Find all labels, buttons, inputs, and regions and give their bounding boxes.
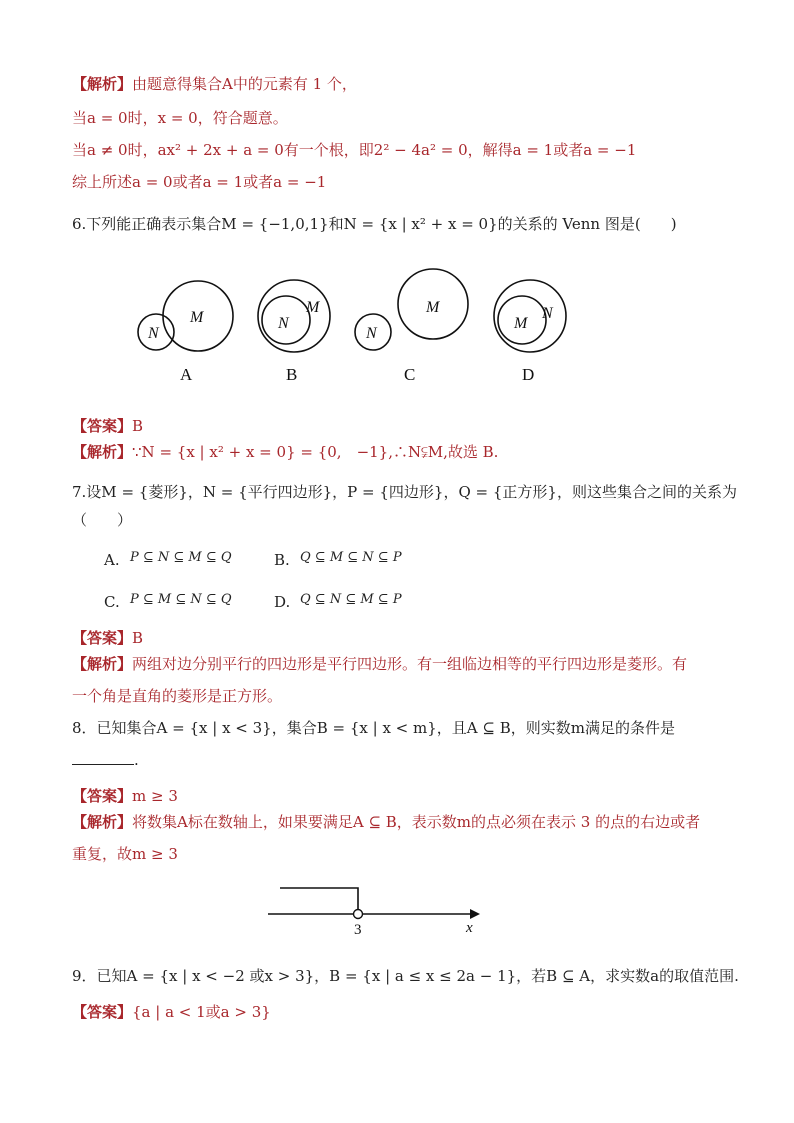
option-7-d: D. Q ⊆ N ⊆ M ⊆ P xyxy=(274,592,402,611)
question-7-stem: 7.设M = {菱形}，N = {平行四边形}，P = {四边形}，Q = {正方形}，则这些集合之间的关系为 xyxy=(72,483,737,501)
venn-b-circle-m xyxy=(258,280,330,352)
question-6-stem: 6.下列能正确表示集合M = {−1,0,1}和N = {x | x² + x = 0}的关系的 Venn 图是( ) xyxy=(72,215,677,233)
venn-caption-b: B xyxy=(286,365,298,384)
axis-var-x: x xyxy=(466,920,473,936)
question-9-stem: 9．已知A = {x | x < −2 或x > 3}，B = {x | a ≤ x ≤ 2a − 1}，若B ⊆ A，求实数a的取值范围. xyxy=(72,967,739,985)
option-7-c: C. P ⊆ M ⊆ N ⊆ Q xyxy=(104,592,232,611)
analysis-5-line3: 当a ≠ 0时，ax² + 2x + a = 0有一个根，即2² − 4a² = 0，解得a = 1或者a = −1 xyxy=(72,141,637,159)
analysis-8: 【解析】将数集A标在数轴上，如果要满足A ⊆ B，表示数m的点必须在表示 3 的点的右边或者 xyxy=(72,813,701,831)
venn-caption-a: A xyxy=(180,365,193,384)
venn-d-label-m: M xyxy=(514,315,528,332)
number-line xyxy=(262,878,492,938)
venn-b-label-m: M xyxy=(306,299,320,316)
venn-caption-d: D xyxy=(522,365,535,384)
answer-blank xyxy=(72,750,134,765)
analysis-tag: 【解析】 xyxy=(72,75,133,93)
venn-caption-c: C xyxy=(404,365,416,384)
venn-c-label-n: N xyxy=(366,325,377,342)
analysis-7-line2: 一个角是直角的菱形是正方形。 xyxy=(72,687,283,705)
option-7-a: A. P ⊆ N ⊆ M ⊆ Q xyxy=(104,550,232,569)
option-7-b: B. Q ⊆ M ⊆ N ⊆ P xyxy=(274,550,402,569)
axis-arrow-icon xyxy=(470,909,480,919)
venn-diagrams xyxy=(120,268,580,398)
answer-7: 【答案】B xyxy=(72,629,144,647)
answer-8: 【答案】m ≥ 3 xyxy=(72,787,178,805)
venn-d-label-n: N xyxy=(542,305,553,322)
analysis-5-line4: 综上所述a = 0或者a = 1或者a = −1 xyxy=(72,173,327,191)
venn-d-circle-n xyxy=(494,280,566,352)
analysis-5: 【解析】由题意得集合A中的元素有 1 个， xyxy=(72,75,357,93)
open-point xyxy=(354,910,363,919)
axis-tick-3: 3 xyxy=(354,922,362,938)
answer-6: 【答案】B xyxy=(72,417,144,435)
question-8-stem: 8．已知集合A = {x | x < 3}，集合B = {x | x < m}，且A ⊆ B，则实数m满足的条件是 xyxy=(72,719,675,737)
analysis-8-line2: 重复，故m ≥ 3 xyxy=(72,845,178,863)
question-8-blank: . xyxy=(72,750,139,770)
analysis-5-line2: 当a = 0时，x = 0，符合题意。 xyxy=(72,109,288,127)
venn-c-label-m: M xyxy=(426,299,440,316)
question-7-paren: （ ） xyxy=(72,511,133,529)
answer-9: 【答案】{a | a < 1或a > 3} xyxy=(72,1003,271,1021)
venn-a-label-m: M xyxy=(190,309,204,326)
analysis-7: 【解析】两组对边分别平行的四边形是平行四边形。有一组临边相等的平行四边形是菱形。有 xyxy=(72,655,688,673)
analysis-6: 【解析】∵N = {x | x² + x = 0} = {0, −1},∴N⫋M,故选 B. xyxy=(72,443,499,461)
venn-b-label-n: N xyxy=(278,315,289,332)
venn-a-label-n: N xyxy=(148,325,159,342)
